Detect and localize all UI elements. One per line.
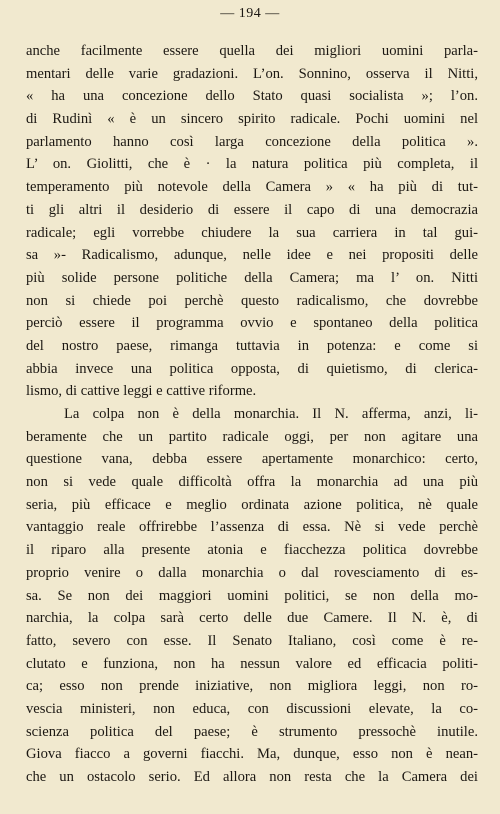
text-line: vantaggio reale offrirebbe l’assenza di essa. Nè si vede perchè	[26, 519, 478, 536]
body-text	[26, 40, 478, 789]
text-line: narchia, la colpa sarà certo delle due Camere. Il N. è, di	[26, 610, 478, 627]
text-line: Giova fiacco a governi fiacchi. Ma, dunque, esso non è nean-	[26, 746, 478, 763]
text-line: sa. Se non dei maggiori uomini politici, se non della mo-	[26, 587, 478, 604]
text-line-paragraph-end: lismo, di cattive leggi e cattive riforme.	[26, 383, 257, 400]
text-line: abbia invece una politica opposta, di quietismo, di clerica-	[26, 360, 478, 377]
text-line: non si vede quale difficoltà offra la monarchia ad una più	[26, 474, 478, 491]
text-line: radicale; egli vorrebbe chiudere la sua carriera in tal gui-	[26, 224, 478, 241]
text-line: questione vana, debba essere apertamente monarchico: certo,	[26, 451, 478, 468]
text-line: ti gli altri il desiderio di essere il capo di una democrazia	[26, 201, 478, 218]
text-line: anche facilmente essere quella dei migliori uomini parla-	[26, 43, 478, 59]
page-number: — 194 —	[220, 6, 280, 21]
text-line: parlamento hanno così larga concezione della politica ».	[26, 133, 478, 150]
text-line: mentari delle varie gradazioni. L’on. Sonnino, osserva il Nitti,	[26, 65, 478, 82]
text-line: clutato e funziona, non ha nessun valore ed efficacia politi-	[26, 655, 478, 672]
text-line: che un ostacolo serio. Ed allora non resta che la Camera dei	[26, 769, 478, 785]
text-line: fatto, severo con esse. Il Senato Italiano, così come è re-	[26, 632, 478, 649]
text-line: proprio venire o dalla monarchia o dal rovesciamento di es-	[26, 564, 478, 581]
text-line: di Rudinì « è un sincero spirito radicale. Pochi uomini nel	[26, 111, 478, 128]
text-line: sa »- Radicalismo, adunque, nelle idee e nei propositi delle	[26, 247, 478, 264]
text-line: scienza politica del paese; è strumento pressochè inutile.	[26, 723, 478, 740]
text-line: perciò essere il programma ovvio e spontaneo della politica	[26, 315, 478, 332]
text-line: temperamento più notevole della Camera » « ha più di tut-	[26, 179, 478, 196]
text-line: ca; esso non prende iniziative, non migliora leggi, non ro-	[26, 678, 478, 695]
text-line-paragraph-start: La colpa non è della monarchia. Il N. afferma, anzi, li-	[64, 406, 478, 422]
text-line: del nostro paese, rimanga tuttavia in potenza: e come si	[26, 337, 478, 354]
text-line: « ha una concezione dello Stato quasi socialista »; l’on.	[26, 88, 478, 105]
text-line: più solide persone politiche della Camera; ma l’ on. Nitti	[26, 269, 478, 286]
text-line: non si chiede poi perchè questo radicalismo, che dovrebbe	[26, 292, 478, 309]
text-line: vescia ministeri, non educa, con discussioni elevate, la co-	[26, 700, 478, 717]
text-line: seria, più efficace e meglio ordinata azione politica, nè quale	[26, 496, 478, 513]
text-line: L’ on. Giolitti, che è · la natura politica più completa, il	[26, 156, 478, 173]
text-line: il riparo alla presente atonia e fiacchezza politica dovrebbe	[26, 542, 478, 559]
text-line: beramente che un partito radicale oggi, per non agitare una	[26, 428, 478, 445]
